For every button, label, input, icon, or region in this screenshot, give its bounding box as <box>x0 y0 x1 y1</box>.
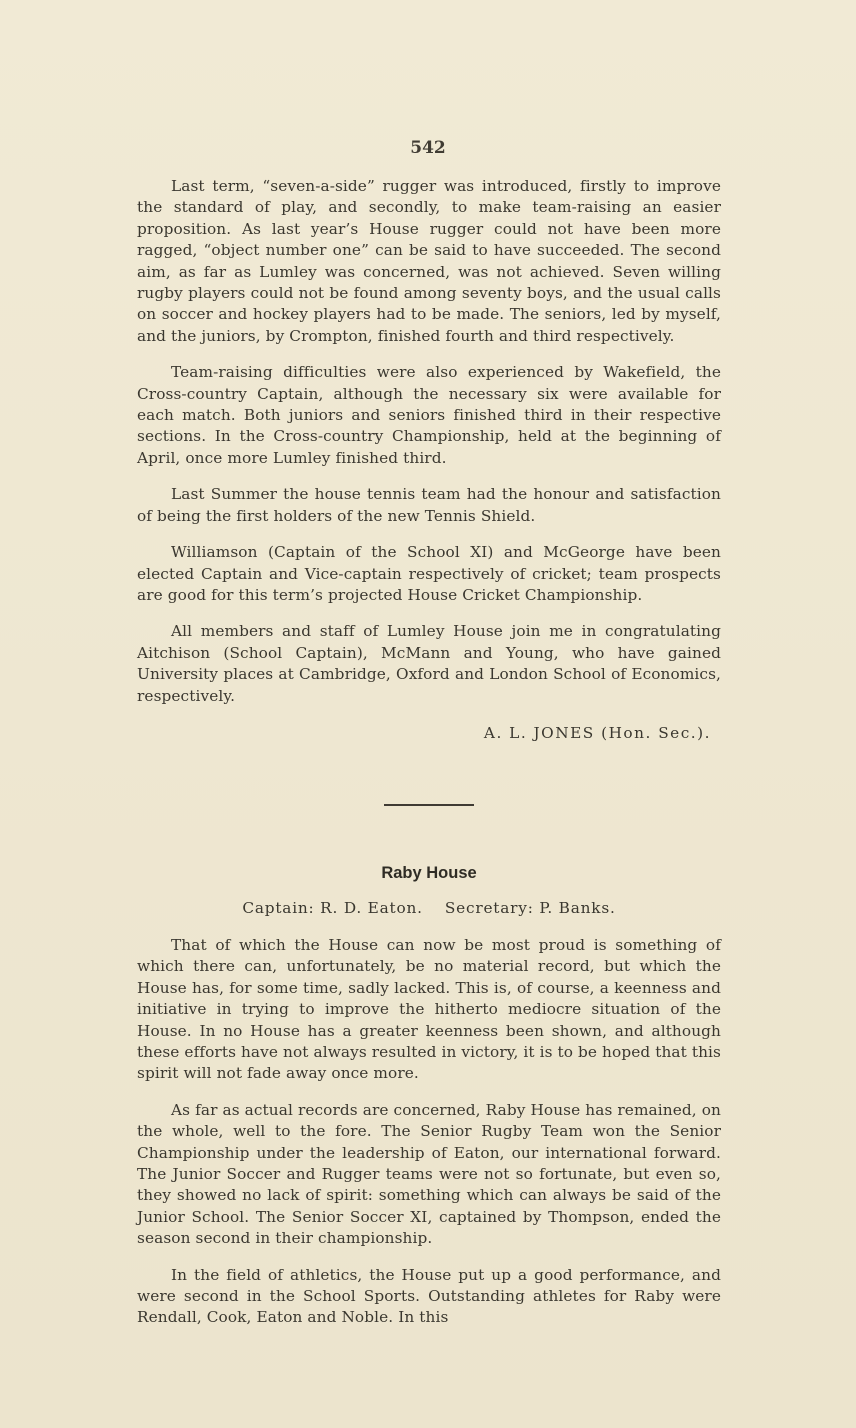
raby-house-report <box>137 864 721 1329</box>
secretary-line: Secretary: P. Banks. <box>444 898 616 917</box>
paragraph: Last Summer the house tennis team had the honour and satisfaction of being the first holders of the new Tennis Shield. <box>137 485 721 525</box>
section-divider <box>384 804 474 806</box>
paragraph: In the field of athletics, the House put up a good performance, and were second in the School Sports. Outstanding athletes for Raby were Rendall, Cook, Eaton and Noble. In this <box>137 1265 721 1327</box>
section-title: Raby House <box>381 863 477 882</box>
page-number: 542 <box>410 138 446 158</box>
captain-line: Captain: R. D. Eaton. <box>242 898 423 917</box>
paragraph: That of which the House can now be most proud is something of which there can, unfortunately, be no material record, but which the House has, for some time, sadly lacked. This is, of course, a keenness and initiative in trying to improve the hitherto mediocre situation of the House. In no House has a greater keenness been shown, and although these efforts have not always resulted in victory, it is to be hoped that this spirit will not fade away once more. <box>137 935 721 1083</box>
text-column <box>137 176 721 1344</box>
paragraph: Williamson (Captain of the School XI) and McGeorge have been elected Captain and Vice-captain respectively of cricket; team prospects are good for this term’s projected House Cricket Championship. <box>137 543 721 604</box>
paragraph: Last term, “seven-a-side” rugger was introduced, firstly to improve the standard of play, and secondly, to make team-raising an easier proposition. As last year’s House rugger could not have been more ragged, “object number one” can be said to have succeeded. The second aim, as far as Lumley was concerned, was not achieved. Seven willing rugby players could not be found among seventy boys, and the usual calls on soccer and hockey players had to be made. The seniors, led by myself, and the juniors, by Crompton, finished fourth and third respectively. <box>137 177 721 345</box>
house-officers <box>137 899 721 917</box>
signature: A. L. JONES (Hon. Sec.). <box>483 723 711 742</box>
paragraph: Team-raising difficulties were also experienced by Wakefield, the Cross-country Captain, although the necessary six were available for each match. Both juniors and seniors finished third in their respective sections. In the Cross-country Championship, held at the beginning of April, once more Lumley finished third. <box>137 363 721 467</box>
lumley-house-report <box>137 176 721 744</box>
paragraph: As far as actual records are concerned, Raby House has remained, on the whole, well to the fore. The Senior Rugby Team won the Senior Championship under the leadership of Eaton, our international forward. The Junior Soccer and Rugger teams were not so fortunate, but even so, they showed no lack of spirit: something which can always be said of the Junior School. The Senior Soccer XI, captained by Thompson, ended the season second in their championship. <box>137 1100 721 1248</box>
paragraph: All members and staff of Lumley House join me in congratulating Aitchison (School Captain), McMann and Young, who have gained University places at Cambridge, Oxford and London School of Economics, respectively. <box>137 622 721 705</box>
